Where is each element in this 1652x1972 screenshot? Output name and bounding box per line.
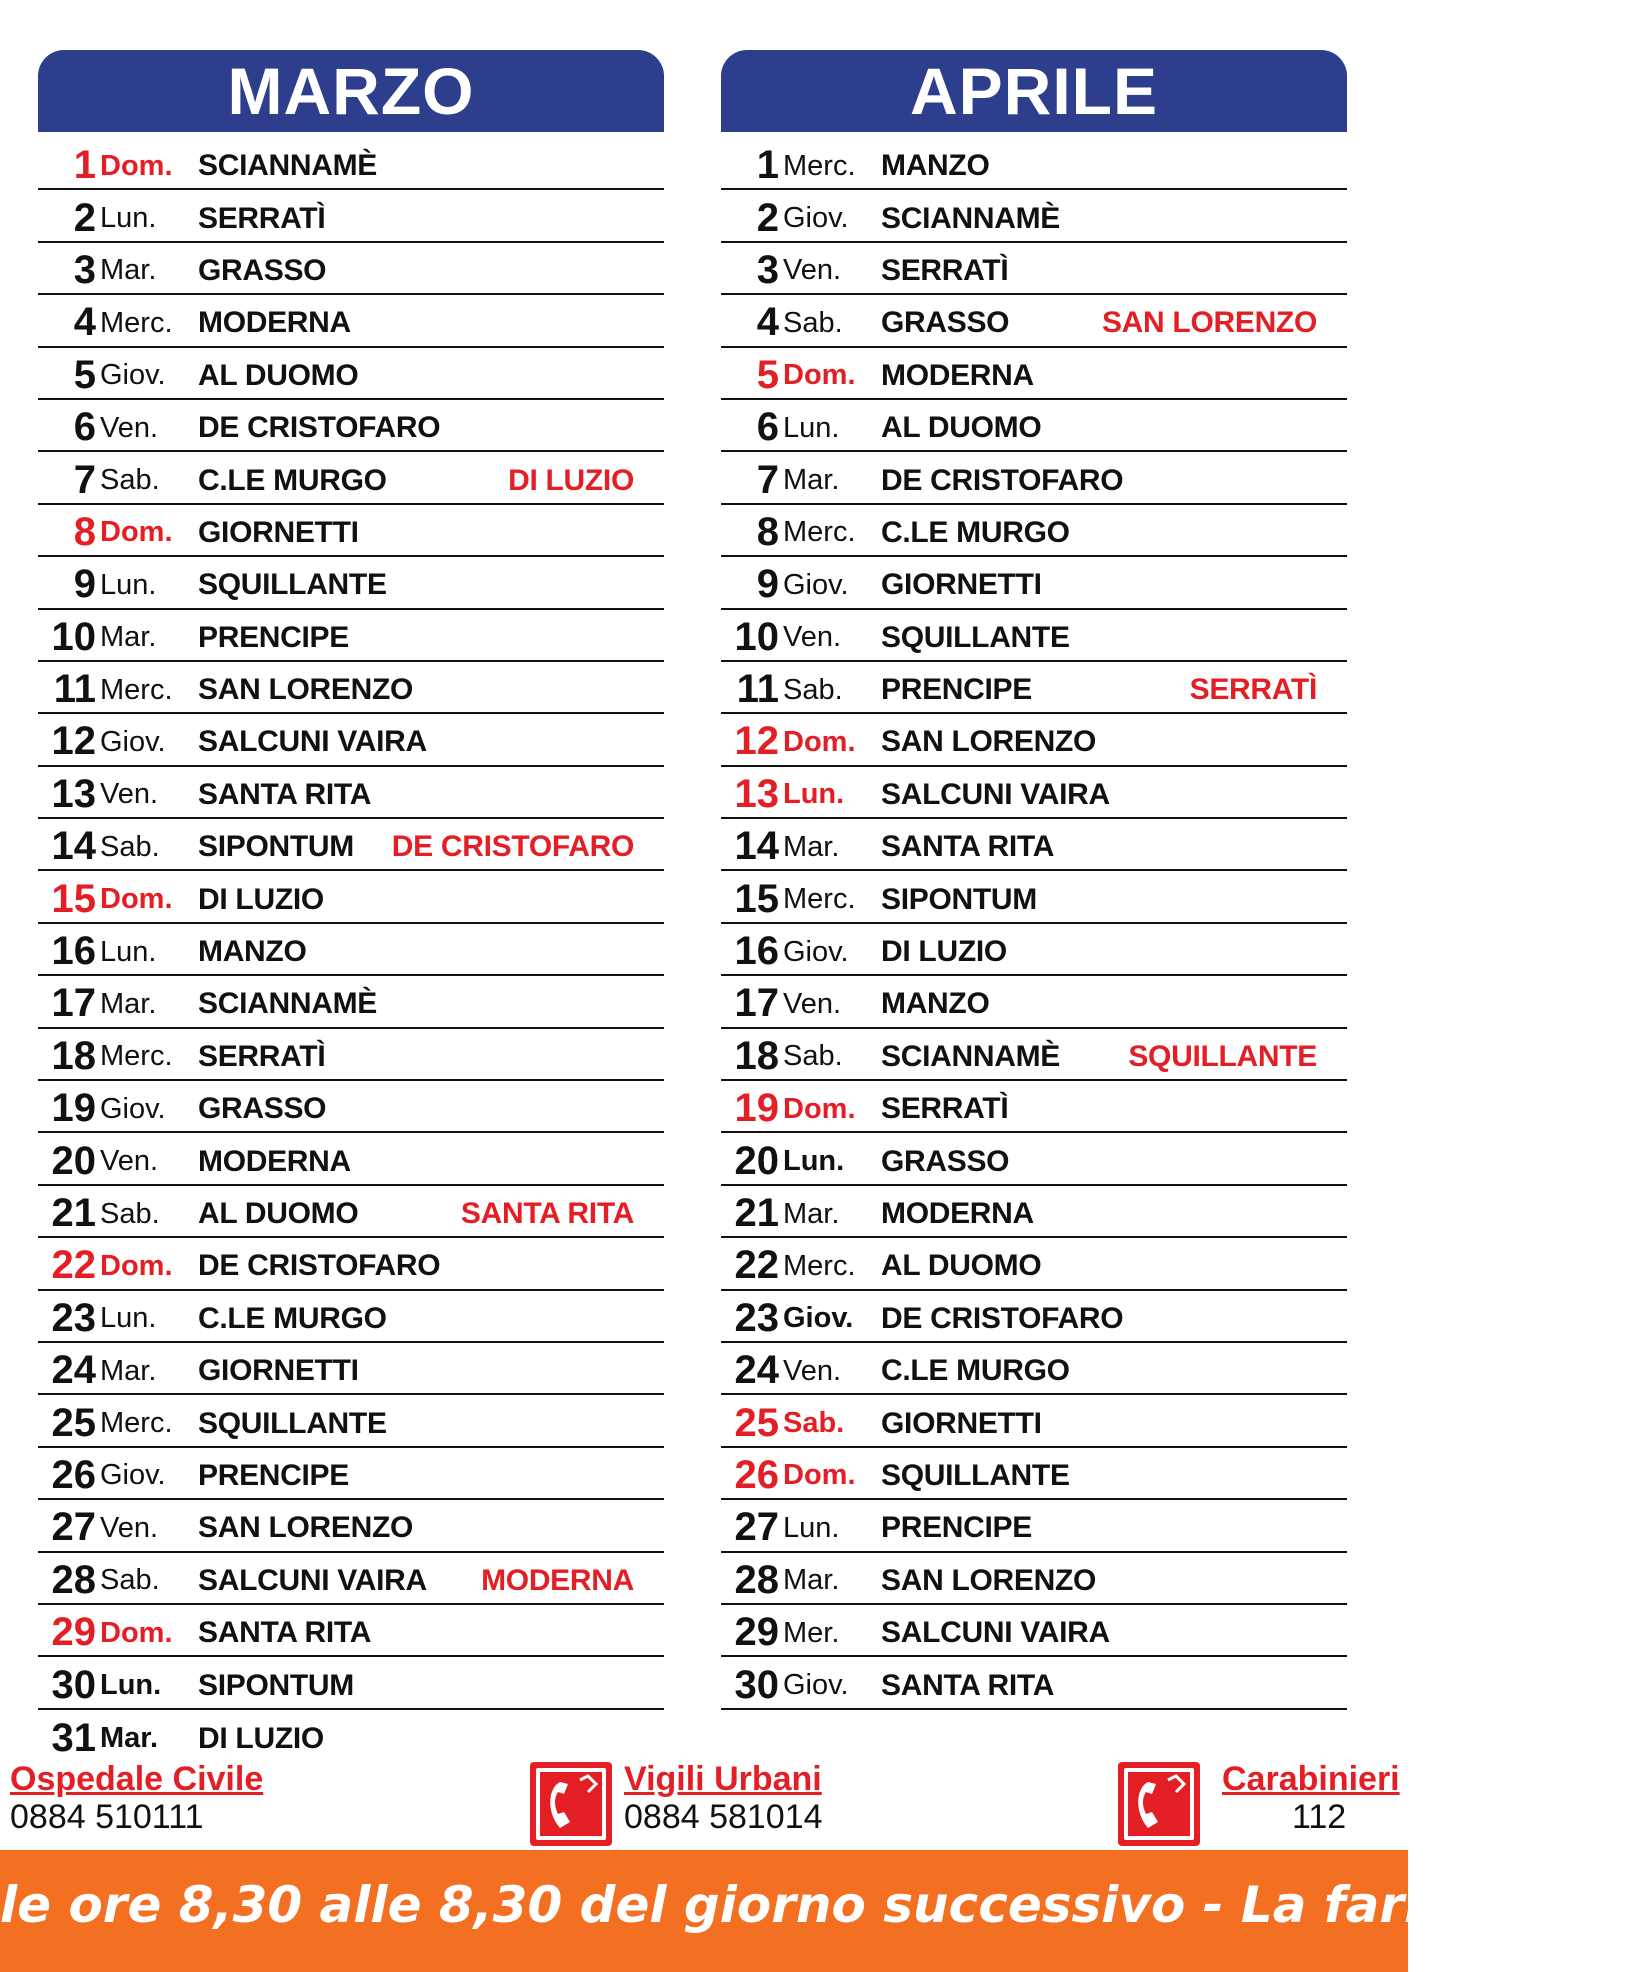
pharmacy-name: SCIANNAMÈ	[881, 1039, 1060, 1073]
weekday: Ven.	[100, 1145, 159, 1178]
info-banner	[0, 1850, 1652, 1972]
day-number: 16	[734, 929, 779, 974]
day-row	[721, 1605, 1347, 1657]
day-number: 24	[734, 1348, 779, 1393]
day-number: 30	[51, 1662, 96, 1707]
pharmacy-name: DI LUZIO	[881, 935, 1007, 969]
contact-phone: 112	[1292, 1798, 1347, 1836]
weekday: Giov.	[783, 1302, 854, 1335]
day-number: 6	[756, 405, 779, 450]
day-row	[38, 1605, 664, 1657]
pharmacy-name: GRASSO	[198, 253, 327, 287]
contact-phone: 0884 510111	[10, 1798, 204, 1836]
phone-icon	[1118, 1762, 1200, 1846]
day-row	[721, 924, 1347, 976]
pharmacy-name: SALCUNI VAIRA	[881, 1616, 1110, 1650]
pharmacy-name: DE CRISTOFARO	[198, 411, 441, 445]
weekday: Dom.	[100, 149, 173, 182]
day-row	[38, 1186, 664, 1238]
weekday: Lun.	[100, 1669, 162, 1702]
day-number: 2	[756, 195, 779, 240]
day-number: 18	[734, 1033, 779, 1078]
day-row	[38, 348, 664, 400]
weekday: Sab.	[783, 1407, 845, 1440]
weekday: Sab.	[783, 1040, 843, 1073]
day-number: 19	[734, 1086, 779, 1131]
weekday: Sab.	[783, 306, 843, 339]
weekday: Giov.	[783, 202, 849, 235]
pharmacy-name: MODERNA	[198, 306, 351, 340]
weekday: Giov.	[783, 568, 849, 601]
month-column-aprile	[721, 50, 1347, 1710]
day-row	[38, 243, 664, 295]
weekday: Mar.	[100, 1722, 159, 1755]
pharmacy-name: SQUILLANTE	[881, 620, 1070, 654]
day-row	[38, 557, 664, 609]
pharmacy-name: SANTA RITA	[881, 1668, 1055, 1702]
weekday: Lun.	[783, 1511, 840, 1544]
banner-text: le ore 8,30 alle 8,30 del giorno successivo - La farmacia se	[0, 1876, 1652, 1934]
day-row	[721, 1657, 1347, 1709]
weekday: Merc.	[783, 1249, 856, 1282]
day-row	[721, 1343, 1347, 1395]
contact-ospedale	[10, 1762, 263, 1834]
day-number: 15	[51, 876, 96, 921]
day-number: 30	[734, 1662, 779, 1707]
pharmacy-name: PRENCIPE	[881, 1511, 1032, 1545]
weekday: Lun.	[783, 1145, 845, 1178]
pharmacy-name: SAN LORENZO	[881, 1563, 1097, 1597]
day-number: 9	[756, 562, 779, 607]
day-number: 8	[756, 509, 779, 554]
day-row	[38, 1291, 664, 1343]
weekday: Ven.	[783, 987, 842, 1020]
day-row	[38, 452, 664, 504]
weekday: Sab.	[783, 673, 843, 706]
day-number: 15	[734, 876, 779, 921]
pharmacy-name: SQUILLANTE	[881, 1458, 1070, 1492]
day-row	[721, 662, 1347, 714]
day-row	[38, 714, 664, 766]
pharmacy-name: DI LUZIO	[198, 882, 324, 916]
pharmacy-name: SALCUNI VAIRA	[198, 1563, 427, 1597]
weekday: Giov.	[783, 935, 849, 968]
pharmacy-name: DI LUZIO	[198, 1721, 324, 1755]
weekday: Mar.	[783, 830, 840, 863]
day-number: 1	[756, 143, 779, 188]
pharmacy-name: AL DUOMO	[881, 1249, 1042, 1283]
pharmacy-name: SAN LORENZO	[198, 1511, 414, 1545]
day-row	[38, 610, 664, 662]
weekday: Mar.	[783, 1564, 840, 1597]
day-number: 11	[736, 667, 779, 712]
weekday: Mar.	[783, 1197, 840, 1230]
day-row	[38, 1081, 664, 1133]
day-rows	[721, 138, 1347, 1710]
day-row	[721, 714, 1347, 766]
weekday: Ven.	[100, 1511, 159, 1544]
day-row	[721, 138, 1347, 190]
weekday: Mar.	[100, 621, 157, 654]
day-number: 13	[734, 771, 779, 816]
day-row	[721, 1133, 1347, 1185]
pharmacy-name: SCIANNAMÈ	[881, 201, 1060, 235]
day-number: 23	[51, 1295, 96, 1340]
day-row	[38, 295, 664, 347]
weekday: Lun.	[100, 202, 157, 235]
pharmacy-name: SIPONTUM	[198, 830, 354, 864]
weekday: Mar.	[100, 254, 157, 287]
contact-name[interactable]: Carabinieri	[1222, 1760, 1400, 1798]
night-pharmacy: SQUILLANTE	[1128, 1039, 1317, 1073]
day-number: 1	[73, 143, 96, 188]
day-row	[721, 1553, 1347, 1605]
day-number: 28	[734, 1557, 779, 1602]
day-number: 12	[734, 719, 779, 764]
pharmacy-name: SANTA RITA	[881, 830, 1055, 864]
pharmacy-name: SERRATÌ	[198, 201, 326, 235]
month-column-marzo	[38, 50, 664, 1762]
day-number: 3	[756, 247, 779, 292]
day-number: 4	[756, 300, 779, 345]
night-pharmacy: MODERNA	[481, 1563, 634, 1597]
day-number: 10	[734, 614, 779, 659]
contact-vigili	[624, 1762, 823, 1834]
weekday: Sab.	[100, 830, 160, 863]
day-row	[721, 557, 1347, 609]
day-number: 7	[756, 457, 779, 502]
day-row	[38, 1029, 664, 1081]
day-number: 25	[734, 1400, 779, 1445]
day-row	[38, 138, 664, 190]
day-number: 2	[73, 195, 96, 240]
weekday: Dom.	[100, 1616, 173, 1649]
day-row	[721, 190, 1347, 242]
pharmacy-name: SAN LORENZO	[198, 673, 414, 707]
pharmacy-name: GIORNETTI	[881, 1406, 1042, 1440]
day-number: 26	[51, 1452, 96, 1497]
weekday: Lun.	[100, 1302, 157, 1335]
month-title: MARZO	[38, 50, 664, 132]
day-row	[721, 610, 1347, 662]
pharmacy-name: SANTA RITA	[198, 1616, 372, 1650]
day-number: 18	[51, 1033, 96, 1078]
day-number: 13	[51, 771, 96, 816]
weekday: Dom.	[100, 883, 173, 916]
day-row	[38, 662, 664, 714]
weekday: Mar.	[783, 464, 840, 497]
day-number: 26	[734, 1452, 779, 1497]
day-row	[721, 1291, 1347, 1343]
day-number: 12	[51, 719, 96, 764]
night-pharmacy: DI LUZIO	[508, 463, 634, 497]
weekday: Mar.	[100, 987, 157, 1020]
pharmacy-name: AL DUOMO	[198, 358, 359, 392]
day-number: 17	[51, 981, 96, 1026]
pharmacy-name: SCIANNAMÈ	[198, 987, 377, 1021]
weekday: Dom.	[783, 1459, 856, 1492]
day-row	[721, 767, 1347, 819]
night-pharmacy: DE CRISTOFARO	[391, 830, 634, 864]
pharmacy-name: SALCUNI VAIRA	[881, 777, 1110, 811]
day-number: 9	[73, 562, 96, 607]
day-row	[38, 1343, 664, 1395]
weekday: Dom.	[783, 1092, 856, 1125]
day-number: 29	[51, 1610, 96, 1655]
weekday: Sab.	[100, 1564, 160, 1597]
weekday: Giov.	[100, 359, 166, 392]
day-number: 21	[51, 1191, 96, 1235]
pharmacy-name: SCIANNAMÈ	[198, 149, 377, 183]
day-row	[721, 871, 1347, 923]
weekday: Dom.	[100, 516, 173, 549]
pharmacy-name: SERRATÌ	[881, 253, 1009, 287]
pharmacy-name: SERRATÌ	[881, 1092, 1009, 1126]
day-number: 14	[51, 824, 96, 869]
weekday: Lun.	[783, 411, 840, 444]
weekday: Lun.	[783, 778, 845, 811]
day-row	[38, 1710, 664, 1762]
pharmacy-name: MODERNA	[198, 1144, 351, 1178]
day-number: 10	[51, 614, 96, 659]
day-row	[38, 1448, 664, 1500]
day-row	[38, 190, 664, 242]
day-row	[38, 1500, 664, 1552]
day-number: 22	[51, 1243, 96, 1288]
day-row	[38, 1553, 664, 1605]
pharmacy-name: SALCUNI VAIRA	[198, 725, 427, 759]
day-number: 4	[73, 300, 96, 345]
contact-name[interactable]: Vigili Urbani	[624, 1760, 822, 1798]
contact-phone: 0884 581014	[624, 1798, 823, 1836]
day-row	[38, 976, 664, 1028]
day-row	[721, 452, 1347, 504]
pharmacy-name: SIPONTUM	[881, 882, 1037, 916]
day-row	[721, 1238, 1347, 1290]
day-number: 27	[51, 1505, 96, 1550]
day-row	[38, 1657, 664, 1709]
weekday: Mer.	[783, 1616, 840, 1649]
day-number: 31	[51, 1715, 96, 1760]
day-number: 22	[734, 1243, 779, 1288]
day-number: 11	[53, 667, 96, 712]
weekday: Merc.	[100, 1040, 173, 1073]
day-number: 25	[51, 1400, 96, 1445]
weekday: Giov.	[783, 1669, 849, 1702]
pharmacy-name: DE CRISTOFARO	[881, 1301, 1124, 1335]
day-row	[721, 1029, 1347, 1081]
pharmacy-name: SANTA RITA	[198, 777, 372, 811]
day-number: 20	[734, 1138, 779, 1183]
day-row	[721, 1186, 1347, 1238]
day-row	[38, 767, 664, 819]
day-row	[721, 1395, 1347, 1447]
day-number: 8	[73, 509, 96, 554]
weekday: Ven.	[100, 778, 159, 811]
pharmacy-name: SIPONTUM	[198, 1668, 354, 1702]
pharmacy-name: SQUILLANTE	[198, 568, 387, 602]
pharmacy-name: C.LE MURGO	[198, 463, 387, 497]
day-row	[38, 871, 664, 923]
weekday: Sab.	[100, 464, 160, 497]
pharmacy-name: DE CRISTOFARO	[198, 1249, 441, 1283]
contact-name[interactable]: Ospedale Civile	[10, 1760, 264, 1798]
pharmacy-name: GIORNETTI	[198, 1354, 359, 1388]
day-number: 21	[734, 1191, 779, 1235]
pharmacy-name: PRENCIPE	[881, 673, 1032, 707]
day-rows	[38, 138, 664, 1762]
pharmacy-name: GRASSO	[198, 1092, 327, 1126]
pharmacy-name: AL DUOMO	[881, 411, 1042, 445]
weekday: Sab.	[100, 1197, 160, 1230]
pharmacy-name: DE CRISTOFARO	[881, 463, 1124, 497]
weekday: Merc.	[783, 149, 856, 182]
night-pharmacy: SANTA RITA	[460, 1197, 634, 1230]
weekday: Merc.	[783, 883, 856, 916]
weekday: Lun.	[100, 935, 157, 968]
pharmacy-name: SQUILLANTE	[198, 1406, 387, 1440]
day-number: 28	[51, 1557, 96, 1602]
day-row	[38, 1133, 664, 1185]
day-row	[38, 505, 664, 557]
pharmacy-name: SAN LORENZO	[881, 725, 1097, 759]
month-title: APRILE	[721, 50, 1347, 132]
night-pharmacy: SAN LORENZO	[1101, 306, 1317, 340]
pharmacy-name: MODERNA	[881, 358, 1034, 392]
day-number: 3	[73, 247, 96, 292]
day-number: 23	[734, 1295, 779, 1340]
night-pharmacy: SERRATÌ	[1189, 673, 1317, 707]
pharmacy-name: GRASSO	[881, 306, 1010, 340]
weekday: Giov.	[100, 1459, 166, 1492]
day-row	[38, 1238, 664, 1290]
weekday: Giov.	[100, 1092, 166, 1125]
weekday: Merc.	[100, 673, 173, 706]
weekday: Ven.	[783, 1354, 842, 1387]
day-number: 14	[734, 824, 779, 869]
pharmacy-name: GIORNETTI	[198, 515, 359, 549]
day-number: 5	[73, 352, 96, 397]
weekday: Dom.	[783, 359, 856, 392]
weekday: Ven.	[783, 621, 842, 654]
pharmacy-name: MANZO	[881, 149, 990, 183]
pharmacy-name: PRENCIPE	[198, 620, 349, 654]
pharmacy-name: MODERNA	[881, 1197, 1034, 1230]
day-row	[38, 924, 664, 976]
pharmacy-name: GIORNETTI	[881, 568, 1042, 602]
day-row	[721, 976, 1347, 1028]
day-number: 19	[51, 1086, 96, 1131]
day-row	[38, 400, 664, 452]
day-number: 20	[51, 1138, 96, 1183]
pharmacy-name: GRASSO	[881, 1144, 1010, 1178]
day-number: 27	[734, 1505, 779, 1550]
pharmacy-name: AL DUOMO	[198, 1197, 359, 1230]
pharmacy-name: PRENCIPE	[198, 1458, 349, 1492]
weekday: Ven.	[783, 254, 842, 287]
day-row	[721, 1081, 1347, 1133]
pharmacy-name: SERRATÌ	[198, 1039, 326, 1073]
weekday: Merc.	[100, 1407, 173, 1440]
day-row	[721, 295, 1347, 347]
day-row	[721, 505, 1347, 557]
day-number: 7	[73, 457, 96, 502]
day-row	[721, 819, 1347, 871]
weekday: Giov.	[100, 725, 166, 758]
day-row	[38, 819, 664, 871]
weekday: Dom.	[100, 1249, 173, 1282]
pharmacy-name: C.LE MURGO	[881, 515, 1070, 549]
weekday: Merc.	[100, 306, 173, 339]
day-number: 6	[73, 405, 96, 450]
weekday: Mar.	[100, 1354, 157, 1387]
pharmacy-name: MANZO	[881, 987, 990, 1021]
contact-carabinieri	[1222, 1762, 1400, 1834]
day-row	[38, 1395, 664, 1447]
phone-icon	[530, 1762, 612, 1846]
day-number: 5	[756, 352, 779, 397]
day-number: 16	[51, 929, 96, 974]
pharmacy-name: MANZO	[198, 935, 307, 969]
day-row	[721, 1448, 1347, 1500]
weekday: Merc.	[783, 516, 856, 549]
day-row	[721, 400, 1347, 452]
pharmacy-name: C.LE MURGO	[198, 1301, 387, 1335]
weekday: Dom.	[783, 725, 856, 758]
pharmacy-name: C.LE MURGO	[881, 1354, 1070, 1388]
day-row	[721, 348, 1347, 400]
day-row	[721, 243, 1347, 295]
day-row	[721, 1500, 1347, 1552]
day-number: 24	[51, 1348, 96, 1393]
day-number: 29	[734, 1610, 779, 1655]
weekday: Lun.	[100, 568, 157, 601]
day-number: 17	[734, 981, 779, 1026]
weekday: Ven.	[100, 411, 159, 444]
